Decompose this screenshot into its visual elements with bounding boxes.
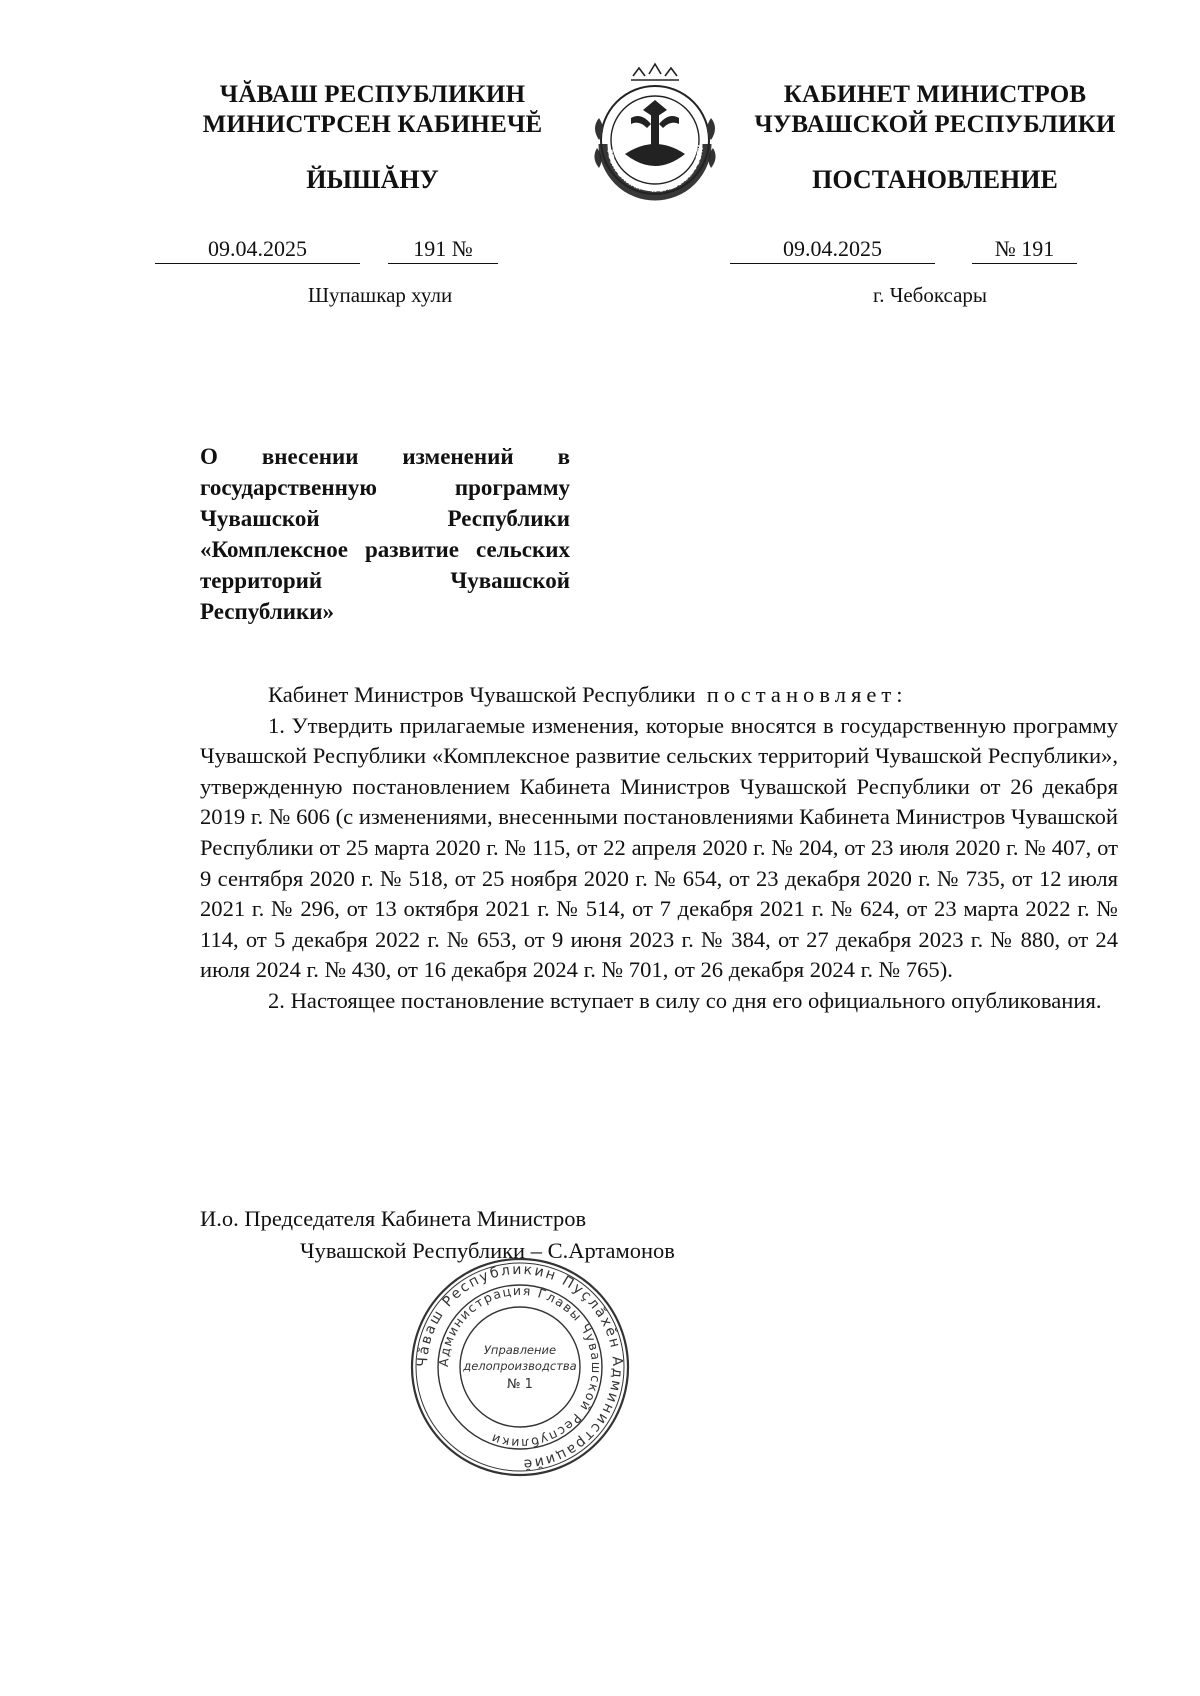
- stamp-inner-text: Администрация Главы Чувашской Республики: [435, 1282, 605, 1452]
- left-number-field: 191 №: [388, 236, 498, 264]
- header-left-doc-type: ЙЫШĂНУ: [306, 165, 439, 194]
- body-paragraph-1: 1. Утвердить прилагаемые изменения, которые вносятся в государственную программу Чувашской Республики «Комплексное развитие сельских территорий Чувашской Республики», утвержденную постановлением Кабинета Министров Чувашской Республики от 26 декабря 2019 г. № 606 (с изменениями, внесенными постановлениями Кабинета Министров Чувашской Республики от 25 марта 2020 г. № 115, от 22 апреля 2020 г. № 204, от 23 июля 2020 г. № 407, от 9 сентября 2020 г. № 518, от 25 ноября 2020 г. № 654, от 23 декабря 2020 г. № 735, от 12 июля 2021 г. № 296, от 13 октября 2021 г. № 514, от 7 декабря 2021 г. № 624, от 23 марта 2022 г. № 114, от 5 декабря 2022 г. № 653, от 9 июня 2023 г. № 384, от 27 декабря 2023 г. № 880, от 24 июля 2024 г. № 430, от 16 декабря 2024 г. № 701, от 26 декабря 2024 г. № 765).: [200, 712, 1118, 983]
- emblem-ribbon-text: РЕСПУБЛИКИ · ЧУВАШСКАЯ РЕСПУ: [605, 144, 706, 195]
- left-city: Шупашкар хули: [307, 283, 453, 307]
- header-right-doc-type: ПОСТАНОВЛЕНИЕ: [812, 165, 1058, 194]
- official-stamp-seal: [405, 1252, 635, 1482]
- coat-of-arms-icon: [585, 58, 725, 208]
- official-stamp: [405, 1252, 635, 1482]
- header-right-line1: КАБИНЕТ МИНИСТРОВ: [783, 81, 1087, 108]
- right-date-field: 09.04.2025: [730, 236, 935, 264]
- body-intro-prefix: Кабинет Министров Чувашской Республики: [268, 682, 696, 707]
- document-title: О внесении изменений в государственную программу Чувашской Республики «Комплексное развитие сельских территорий Чувашской Республики»: [200, 444, 570, 624]
- signature-line2: Чувашской Республики – С.Артамонов: [300, 1238, 675, 1263]
- body-paragraph-2: 2. Настоящее постановление вступает в силу со дня его официального опубликования.: [268, 987, 1102, 1013]
- header-left-line2: МИНИСТРСЕН КАБИНЕЧĔ: [202, 111, 543, 138]
- right-city: г. Чебоксары: [872, 283, 988, 307]
- signature-line1: И.о. Председателя Кабинета Министров: [200, 1206, 587, 1231]
- header-left-line1: ЧĂВАШ РЕСПУБЛИКИН: [219, 81, 526, 108]
- stamp-center-line3: № 1: [507, 1377, 533, 1392]
- header-right: [740, 80, 1130, 140]
- coat-of-arms-emblem: [585, 58, 725, 208]
- stamp-outer-text: Чăваш Республикин Пуçлăхĕн Администрацийĕ: [414, 1261, 626, 1473]
- left-date-field: 09.04.2025: [155, 236, 360, 264]
- document-body: [200, 680, 1118, 1017]
- stamp-center-line1: Управление: [483, 1343, 557, 1357]
- header-left: [180, 80, 565, 140]
- body-intro-verb: постановляет:: [706, 682, 908, 707]
- body-intro: [200, 680, 1118, 711]
- stamp-center-line2: делопроизводства: [463, 1359, 577, 1373]
- header-right-line2: ЧУВАШСКОЙ РЕСПУБЛИКИ: [754, 111, 1116, 138]
- right-number-field: № 191: [972, 236, 1077, 264]
